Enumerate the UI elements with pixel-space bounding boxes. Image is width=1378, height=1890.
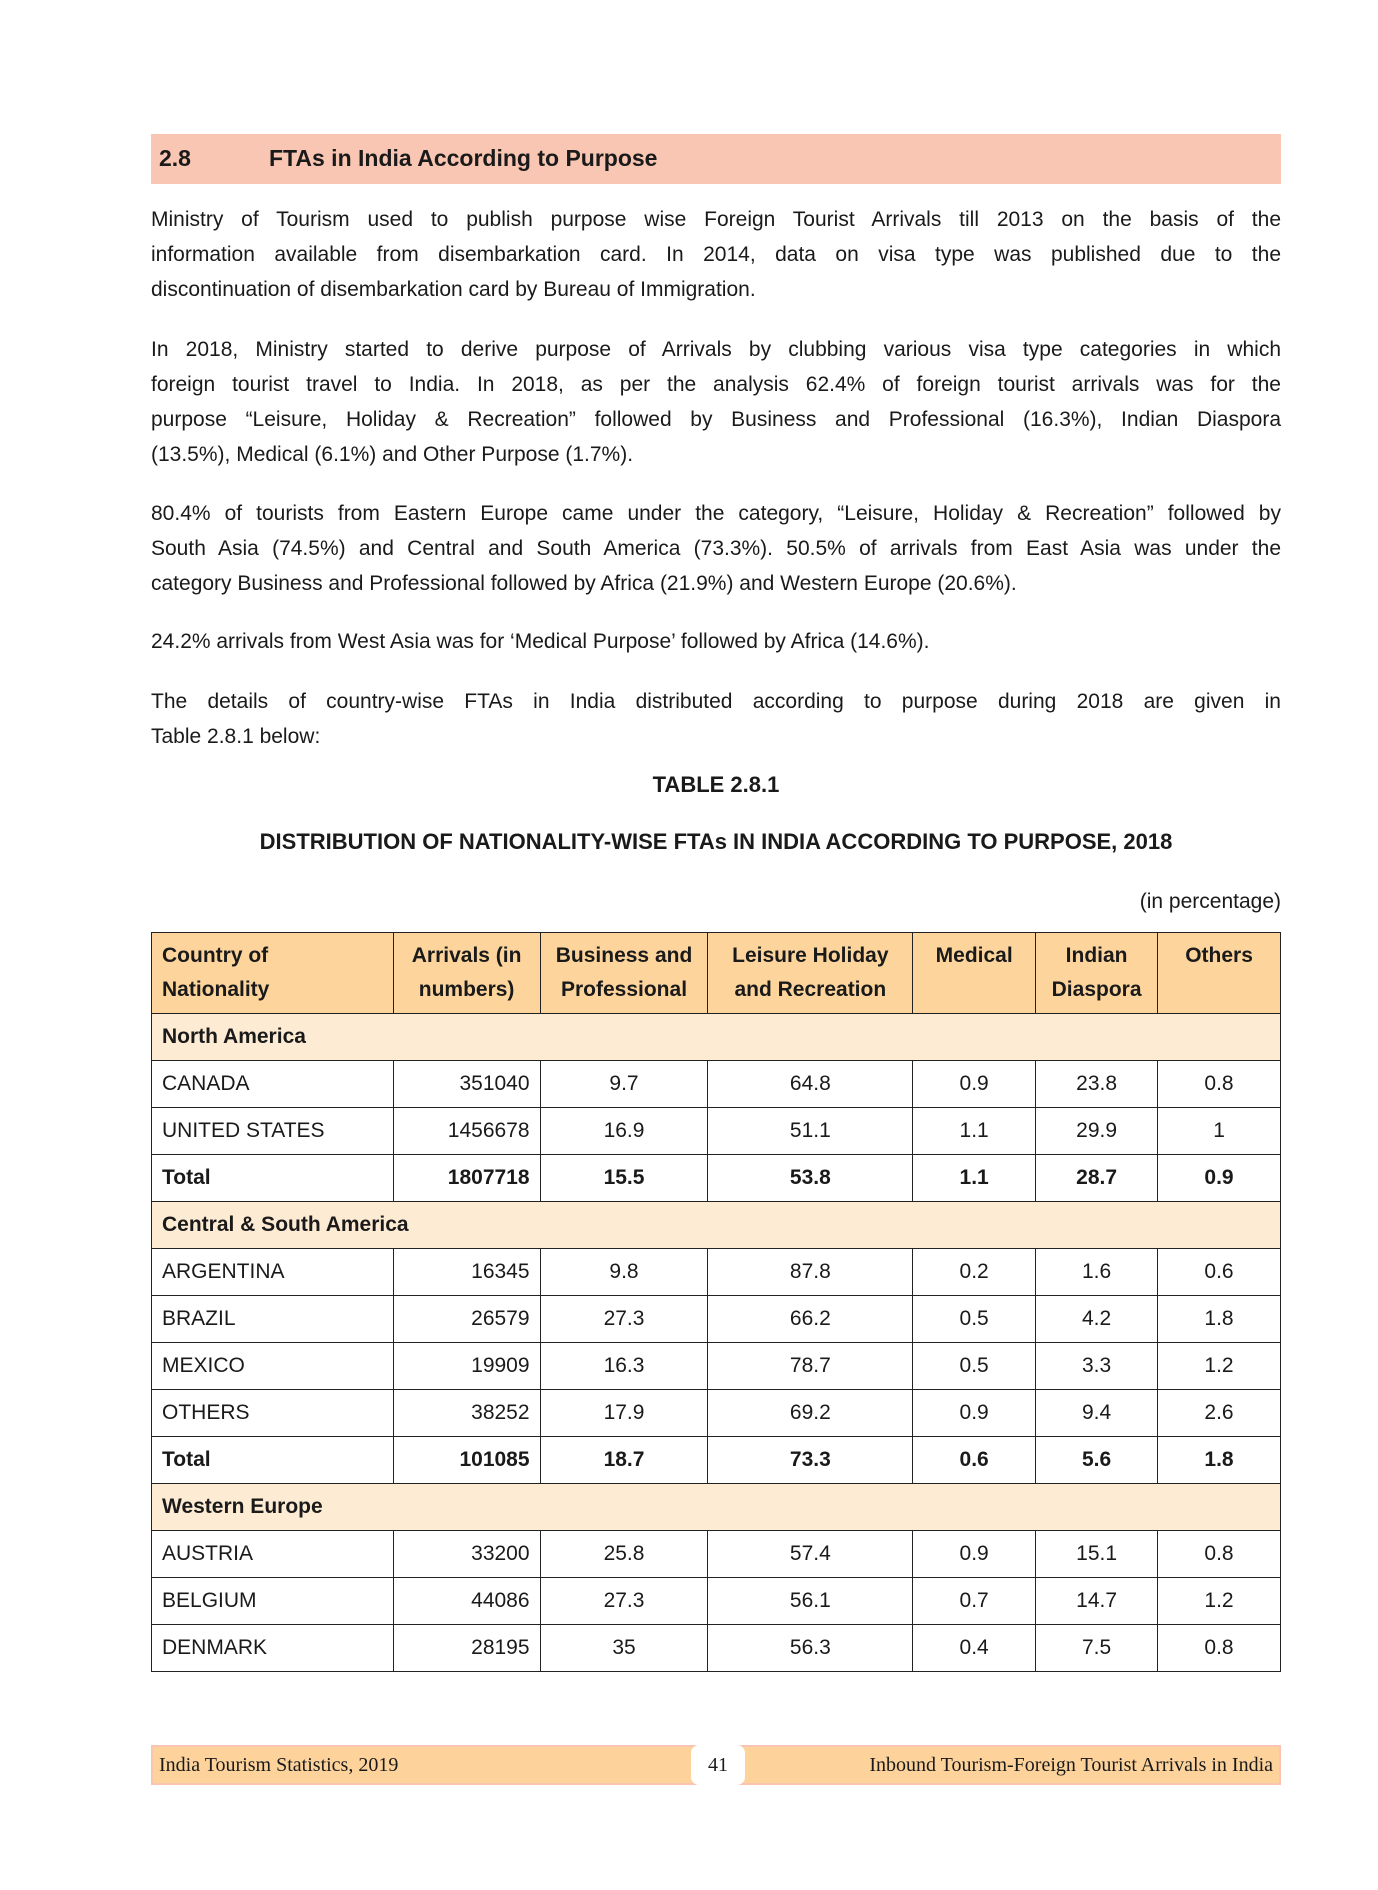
paragraph (151, 684, 1281, 754)
table-cell: CANADA (152, 1061, 394, 1108)
table-cell: 57.4 (708, 1531, 913, 1578)
table-cell: BRAZIL (152, 1296, 394, 1343)
column-header-line: numbers) (418, 978, 515, 1001)
paragraph-line: information available from disembarkation card. In 2014, data on visa type was published due to the (151, 243, 1281, 266)
footer-publication: India Tourism Statistics, 2019 (159, 1754, 399, 1776)
table-cell: 27.3 (540, 1296, 708, 1343)
table-cell: 78.7 (708, 1343, 913, 1390)
table-cell: Total (152, 1155, 394, 1202)
column-header-line: Arrivals (in (411, 944, 522, 967)
paragraph-line: category Business and Professional followed by Africa (21.9%) and Western Europe (20.6%). (151, 572, 1017, 595)
table-cell: AUSTRIA (152, 1531, 394, 1578)
table-row (152, 1061, 1281, 1108)
page-number: 41 (691, 1745, 745, 1785)
column-header (393, 933, 540, 1014)
table-cell: 9.7 (540, 1061, 708, 1108)
column-header-line: Leisure Holiday (732, 944, 889, 967)
table-unit: (in percentage) (1139, 890, 1281, 913)
table-cell: 1807718 (393, 1155, 540, 1202)
paragraph-line: 80.4% of tourists from Eastern Europe came under the category, “Leisure, Holiday & Recreation” followed by (151, 502, 1281, 525)
table-cell: 1.8 (1158, 1296, 1281, 1343)
table-label: TABLE 2.8.1 (652, 772, 780, 797)
table-cell: 64.8 (708, 1061, 913, 1108)
table-cell: 5.6 (1036, 1437, 1158, 1484)
paragraph (151, 624, 1281, 659)
table-cell: 101085 (393, 1437, 540, 1484)
table-cell: 0.9 (913, 1390, 1036, 1437)
paragraph-line: Table 2.8.1 below: (151, 725, 321, 748)
paragraph-line: Ministry of Tourism used to publish purpose wise Foreign Tourist Arrivals till 2013 on the basis of the (151, 208, 1281, 231)
table-cell: 56.1 (708, 1578, 913, 1625)
table-cell: 16.3 (540, 1343, 708, 1390)
table-cell: 26579 (393, 1296, 540, 1343)
column-header-line (1168, 973, 1270, 1007)
column-header-line: Professional (560, 978, 688, 1001)
table-row (152, 1625, 1281, 1672)
table-cell: 0.2 (913, 1249, 1036, 1296)
table-cell: 1.1 (913, 1108, 1036, 1155)
table-row (152, 1531, 1281, 1578)
table-cell: 18.7 (540, 1437, 708, 1484)
paragraph (151, 332, 1281, 472)
section-title: FTAs in India According to Purpose (269, 145, 658, 171)
table-cell: OTHERS (152, 1390, 394, 1437)
section-number: 2.8 (159, 145, 191, 171)
region-row (152, 1014, 1281, 1061)
table-cell: 56.3 (708, 1625, 913, 1672)
total-row (152, 1155, 1281, 1202)
column-header (152, 933, 394, 1014)
table-row (152, 1249, 1281, 1296)
column-header-line: Nationality (162, 978, 270, 1001)
table-cell: BELGIUM (152, 1578, 394, 1625)
footer-chapter: Inbound Tourism-Foreign Tourist Arrivals in India (869, 1754, 1273, 1776)
table-row (152, 1390, 1281, 1437)
paragraph (151, 496, 1281, 601)
paragraph-line: In 2018, Ministry started to derive purpose of Arrivals by clubbing various visa type categories in which (151, 338, 1281, 361)
table-cell: 17.9 (540, 1390, 708, 1437)
table-cell: 0.6 (1158, 1249, 1281, 1296)
table-cell: 0.8 (1158, 1061, 1281, 1108)
table-cell: 9.8 (540, 1249, 708, 1296)
region-name: Central & South America (152, 1202, 1281, 1249)
column-header-line: Medical (935, 944, 1013, 967)
table-cell: 87.8 (708, 1249, 913, 1296)
table-cell: 0.9 (1158, 1155, 1281, 1202)
table-cell: 0.8 (1158, 1625, 1281, 1672)
paragraph-line: The details of country-wise FTAs in India distributed according to purpose during 2018 are given in (151, 690, 1281, 713)
table-cell: 19909 (393, 1343, 540, 1390)
table-cell: DENMARK (152, 1625, 394, 1672)
column-header-line (923, 973, 1025, 1007)
table-cell: 51.1 (708, 1108, 913, 1155)
paragraph-line: (13.5%), Medical (6.1%) and Other Purpose (1.7%). (151, 443, 634, 466)
table-title: DISTRIBUTION OF NATIONALITY-WISE FTAs IN INDIA ACCORDING TO PURPOSE, 2018 (259, 829, 1173, 854)
table-cell: 28195 (393, 1625, 540, 1672)
table-cell: 15.5 (540, 1155, 708, 1202)
table-cell: 1.6 (1036, 1249, 1158, 1296)
table-cell: 3.3 (1036, 1343, 1158, 1390)
column-header (540, 933, 708, 1014)
region-name: Western Europe (152, 1484, 1281, 1531)
purpose-table (151, 932, 1281, 1672)
table-cell: 27.3 (540, 1578, 708, 1625)
column-header (1158, 933, 1281, 1014)
total-row (152, 1437, 1281, 1484)
column-header-line: Diaspora (1051, 978, 1142, 1001)
column-header-line: and Recreation (734, 978, 887, 1001)
table-cell: 9.4 (1036, 1390, 1158, 1437)
table-cell: 33200 (393, 1531, 540, 1578)
table-cell: 14.7 (1036, 1578, 1158, 1625)
table-cell: 1 (1158, 1108, 1281, 1155)
table-cell: ARGENTINA (152, 1249, 394, 1296)
column-header (708, 933, 913, 1014)
table-cell: 1456678 (393, 1108, 540, 1155)
table-cell: 0.4 (913, 1625, 1036, 1672)
table-cell: 29.9 (1036, 1108, 1158, 1155)
table-cell: 0.5 (913, 1343, 1036, 1390)
table-cell: 53.8 (708, 1155, 913, 1202)
table-cell: 15.1 (1036, 1531, 1158, 1578)
section-heading (151, 134, 1281, 184)
column-header-line: Business and (555, 944, 693, 967)
table-cell: MEXICO (152, 1343, 394, 1390)
paragraph-line: South Asia (74.5%) and Central and South America (73.3%). 50.5% of arrivals from East Asia was under the (151, 537, 1281, 560)
table-cell: 0.7 (913, 1578, 1036, 1625)
table-cell: 73.3 (708, 1437, 913, 1484)
table-cell: 16.9 (540, 1108, 708, 1155)
table-cell: 28.7 (1036, 1155, 1158, 1202)
table-row (152, 1108, 1281, 1155)
table-cell: 38252 (393, 1390, 540, 1437)
paragraph-line: discontinuation of disembarkation card by Bureau of Immigration. (151, 278, 756, 301)
table-cell: 1.8 (1158, 1437, 1281, 1484)
table-cell: UNITED STATES (152, 1108, 394, 1155)
paragraph (151, 202, 1281, 307)
paragraph-line: foreign tourist travel to India. In 2018, as per the analysis 62.4% of foreign tourist arrivals was for the (151, 373, 1281, 396)
table-cell: 0.9 (913, 1061, 1036, 1108)
table-cell: 66.2 (708, 1296, 913, 1343)
table-cell: 0.8 (1158, 1531, 1281, 1578)
paragraph-line: purpose “Leisure, Holiday & Recreation” followed by Business and Professional (16.3%), Indian Diaspora (151, 408, 1281, 431)
table-row (152, 1578, 1281, 1625)
table-cell: 1.2 (1158, 1578, 1281, 1625)
table-cell: 25.8 (540, 1531, 708, 1578)
table-cell: 1.1 (913, 1155, 1036, 1202)
table-cell: 0.9 (913, 1531, 1036, 1578)
table-cell: 2.6 (1158, 1390, 1281, 1437)
table-cell: 23.8 (1036, 1061, 1158, 1108)
region-row (152, 1484, 1281, 1531)
table-cell: 35 (540, 1625, 708, 1672)
page-footer (151, 1745, 1281, 1785)
table-cell: 16345 (393, 1249, 540, 1296)
table-cell: 7.5 (1036, 1625, 1158, 1672)
column-header (913, 933, 1036, 1014)
column-header (1036, 933, 1158, 1014)
table-cell: 351040 (393, 1061, 540, 1108)
table-cell: 0.6 (913, 1437, 1036, 1484)
table-row (152, 1296, 1281, 1343)
table-cell: 4.2 (1036, 1296, 1158, 1343)
column-header-line: Others (1185, 944, 1253, 967)
table-cell: 0.5 (913, 1296, 1036, 1343)
table-cell: 1.2 (1158, 1343, 1281, 1390)
table-row (152, 1343, 1281, 1390)
region-name: North America (152, 1014, 1281, 1061)
table-cell: Total (152, 1437, 394, 1484)
paragraph-line: 24.2% arrivals from West Asia was for ‘Medical Purpose’ followed by Africa (14.6%). (151, 630, 930, 653)
table-cell: 44086 (393, 1578, 540, 1625)
column-header-line: Indian (1065, 944, 1128, 967)
column-header-line: Country of (162, 944, 269, 967)
region-row (152, 1202, 1281, 1249)
table-cell: 69.2 (708, 1390, 913, 1437)
